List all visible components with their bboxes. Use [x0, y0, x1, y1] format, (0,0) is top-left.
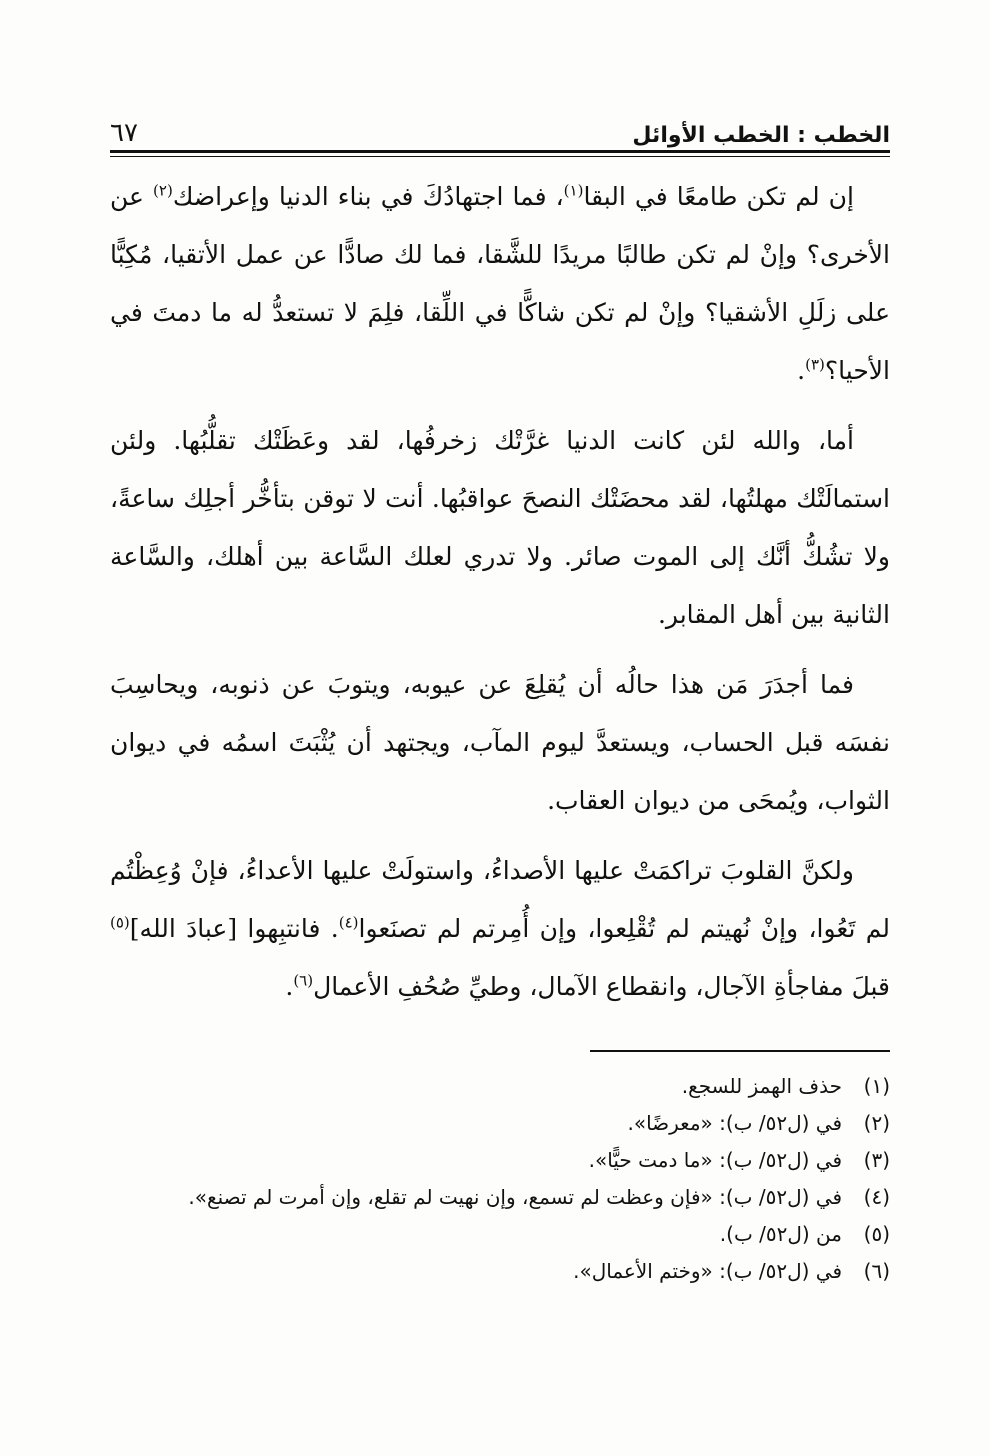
footnote-number: (٢)	[863, 1111, 890, 1135]
footnote-number: (٦)	[863, 1259, 890, 1283]
paragraph	[110, 656, 890, 830]
footnote-item	[110, 1179, 890, 1216]
paragraph	[110, 168, 890, 400]
footnote-text: حذف الهمز للسجع.	[681, 1074, 842, 1098]
body-text	[110, 168, 890, 1028]
footnote-text: من (ل٥٢/ ب).	[719, 1222, 842, 1246]
text-run: إن لم تكن طامعًا في البقا	[583, 182, 854, 211]
footnote-item	[110, 1105, 890, 1142]
footnote-text: في (ل٥٢/ ب): «ما دمت حيًّا».	[588, 1148, 842, 1172]
footnote-item	[110, 1142, 890, 1179]
footnote-marker: (٦)	[293, 971, 314, 990]
footnote-item	[110, 1216, 890, 1253]
text-run: ولكنَّ القلوبَ تراكمَتْ عليها الأصداءُ، واستولَتْ عليها الأعداءُ، فإنْ وُعِظْتُم لم تَعُوا، وإنْ نُهيتم لم تُقْلِعوا، وإن أُمِرتم لم تصنَعوا	[110, 856, 891, 943]
header-rule-thick	[110, 150, 890, 153]
footnote-number: (٤)	[863, 1185, 890, 1209]
footnotes	[110, 1068, 890, 1290]
footnote-text: في (ل٥٢/ ب): «وختم الأعمال».	[573, 1259, 842, 1283]
text-run: . فانتبِهوا [عبادَ الله]	[129, 914, 339, 943]
footnote-marker: (٣)	[805, 355, 825, 374]
paragraph	[110, 842, 890, 1016]
footnote-separator	[590, 1050, 890, 1052]
footnote-text: في (ل٥٢/ ب): «فإن وعظت لم تسمع، وإن نهيت لم تقلع، وإن أمرت لم تصنع».	[188, 1185, 842, 1209]
text-run: .	[285, 972, 294, 1001]
paragraph	[110, 412, 890, 644]
footnote-marker: (٤)	[338, 913, 359, 932]
footnote-number: (٣)	[863, 1148, 890, 1172]
text-run: قبلَ مفاجأةِ الآجال، وانقطاع الآمال، وطيِّ صُحُفِ الأعمال	[313, 972, 890, 1001]
text-run: فما أجدَرَ مَن هذا حالُه أن يُقلِعَ عن عيوبه، ويتوبَ عن ذنوبه، ويحاسِبَ نفسَه قبل الحساب، ويستعدَّ ليوم المآب، ويجتهد أن يُثْبَتَ اسمُه في ديوان الثواب، ويُمحَى من ديوان العقاب.	[110, 670, 890, 815]
footnote-number: (٥)	[863, 1222, 890, 1246]
header-rule-thin	[110, 156, 890, 157]
footnote-item	[110, 1068, 890, 1105]
text-run: ، فما اجتهادُكَ في بناء الدنيا وإعراضك	[172, 182, 564, 211]
footnote-marker: (٢)	[153, 181, 173, 200]
footnote-item	[110, 1253, 890, 1290]
text-run: عن الأخرى؟ وإنْ لم تكن طالبًا مريدًا للشَّقا، فما لك صادًّا عن عمل الأتقيا، مُكِبًّا على زلَلِ الأشقيا؟ وإنْ لم تكن شاكًّا في اللِّقا، فلِمَ لا تستعدُّ له ما دمتَ في الأحيا؟	[110, 182, 890, 385]
footnote-text: في (ل٥٢/ ب): «معرضًا».	[627, 1111, 842, 1135]
running-head	[110, 108, 890, 148]
text-run: أما، والله لئن كانت الدنيا غرَّتْك زخرفُها، لقد وعَظَتْك تقلُّبُها. ولئن استمالَتْك مهلتُها، لقد محضَتْك النصحَ عواقبُها. أنت لا توقن بتأخُّر أجلِك ساعةً، ولا تشُكُّ أنَّك إلى الموت صائر. ولا تدري لعلك السَّاعة بين أهلك، والسَّاعة الثانية بين أهل المقابر.	[110, 426, 890, 629]
footnote-marker: (٥)	[110, 913, 130, 932]
footnote-number: (١)	[863, 1074, 890, 1098]
footnote-marker: (١)	[563, 181, 584, 200]
text-run: .	[797, 356, 806, 385]
running-title: الخطب : الخطب الأوائل	[632, 123, 890, 148]
page-number: ٦٧	[110, 118, 138, 148]
